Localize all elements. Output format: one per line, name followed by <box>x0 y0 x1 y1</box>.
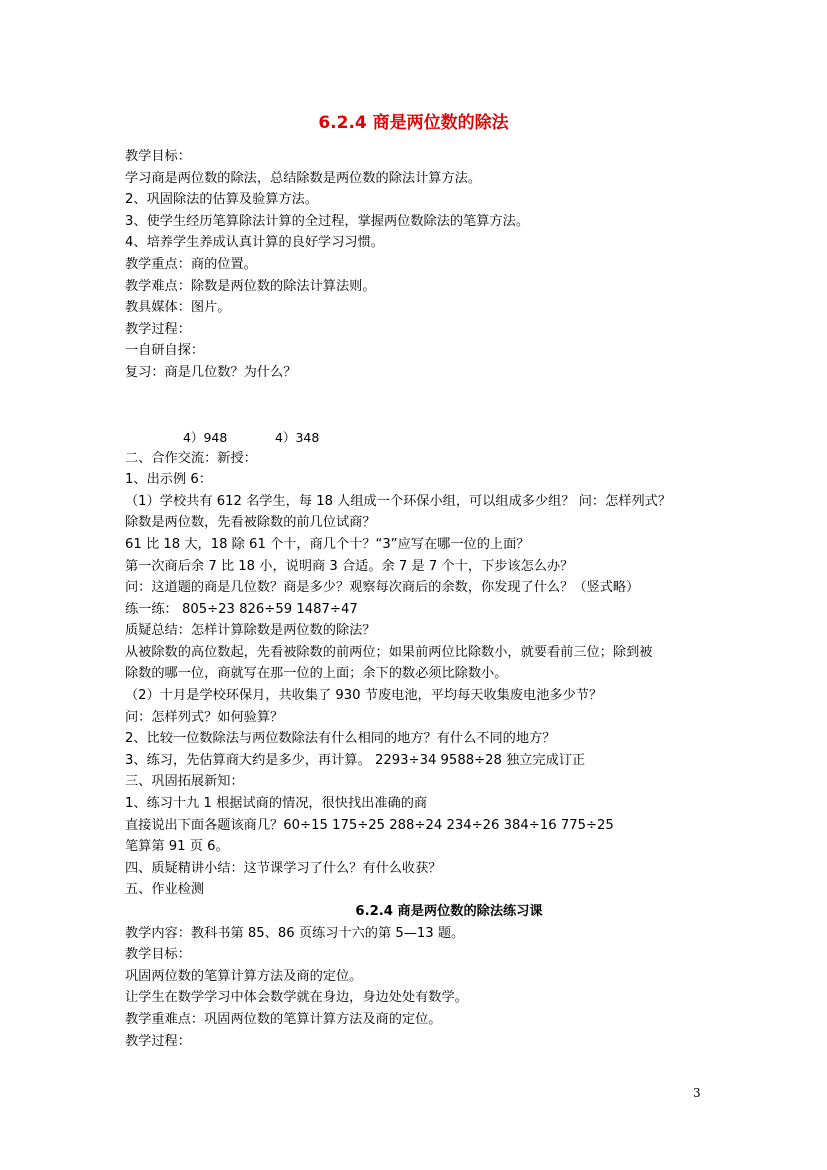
text-line: 让学生在数学学习中体会数学就在身边，身边处处有数学。 <box>125 990 468 1006</box>
section-subtitle: 6.2.4 商是两位数的除法练习课 <box>355 904 543 919</box>
text-line: 质疑总结：怎样计算除数是两位数的除法？ <box>125 623 376 639</box>
text-line: 教学过程： <box>125 321 191 337</box>
text-line: 二、合作交流：新授： <box>125 450 257 466</box>
text-line: 教学重点：商的位置。 <box>125 256 257 272</box>
text-line: 从被除数的高位数起，先看被除数的前两位；如果前两位比除数小，就要看前三位；除到被 <box>125 644 653 660</box>
text-line: 4、培养学生养成认真计算的良好学习习惯。 <box>125 235 384 251</box>
text-line: 教学过程： <box>125 1033 191 1049</box>
text-line: 五、作业检测 <box>125 882 205 898</box>
text-line: 3、使学生经历笔算除法计算的全过程，掌握两位数除法的笔算方法。 <box>125 213 530 229</box>
text-line: 三、巩固拓展新知： <box>125 774 244 790</box>
practice-lesson-section <box>125 923 715 1053</box>
blank-gap <box>125 384 715 427</box>
text-line: 教学目标： <box>125 149 191 164</box>
text-line: 学习商是两位数的除法，总结除数是两位数的除法计算方法。 <box>125 170 482 186</box>
text-line: 教学目标： <box>125 947 191 963</box>
text-line: （2）十月是学校环保月，共收集了 930 节废电池，平均每天收集废电池多少节？ <box>125 688 603 704</box>
text-line: 教学内容：教科书第 85、86 页练习十六的第 5—13 题。 <box>125 925 465 941</box>
document-body <box>125 146 715 1052</box>
text-line: （1）学校共有 612 名学生，每 18 人组成一个环保小组，可以组成多少组？ 问：怎样列式？ <box>125 493 672 509</box>
text-line: 1、练习十九 1 根据试商的情况，很快找出准确的商 <box>125 796 428 812</box>
text-line: 1、出示例 6： <box>125 472 212 488</box>
text-line: 巩固两位数的笔算计算方法及商的定位。 <box>125 968 363 984</box>
text-line: 3、练习，先估算商大约是多少，再计算。 2293÷34 9588÷28 独立完成订正 <box>125 752 586 768</box>
text-line: 练一练： 805÷23 826÷59 1487÷47 <box>125 601 358 617</box>
text-line: 除数的哪一位，商就写在那一位的上面；余下的数必须比除数小。 <box>125 666 508 682</box>
lesson-process-section <box>125 448 715 901</box>
text-line: 四、质疑精讲小结：这节课学习了什么？有什么收获？ <box>125 860 442 876</box>
text-line: 61 比 18 大，18 除 61 个十，商几个十？“3”应写在哪一位的上面？ <box>125 536 530 552</box>
text-line: 问：这道题的商是几位数？商是多少？观察每次商后的余数，你发现了什么？（竖式略） <box>125 580 640 596</box>
objectives-section <box>125 146 715 384</box>
page-title: 6.2.4 商是两位数的除法 <box>318 113 509 133</box>
text-line: 除数是两位数，先看被除数的前几位试商？ <box>125 515 376 531</box>
text-line: 2、比较一位数除法与两位数除法有什么相同的地方？有什么不同的地方？ <box>125 731 556 747</box>
page-number: 3 <box>693 1086 701 1100</box>
division-review-problems: 4）948 4）348 <box>183 429 320 445</box>
text-line: 直接说出下面各题该商几？60÷15 175÷25 288÷24 234÷26 384÷16 775÷25 <box>125 817 614 833</box>
text-line: 教学重难点：巩固两位数的笔算计算方法及商的定位。 <box>125 1011 442 1027</box>
text-line: 教学难点：除数是两位数的除法计算法则。 <box>125 278 376 294</box>
text-line: 问：怎样列式？如何验算？ <box>125 709 284 725</box>
text-line: 教具媒体：图片。 <box>125 300 231 316</box>
text-line: 笔算第 91 页 6。 <box>125 839 229 855</box>
text-line: 第一次商后余 7 比 18 小，说明商 3 合适。余 7 是 7 个十，下步该怎么办？ <box>125 558 574 574</box>
text-line: 一自研自探： <box>125 343 205 359</box>
text-line: 复习：商是几位数？为什么？ <box>125 364 297 380</box>
text-line: 2、巩固除法的估算及验算方法。 <box>125 192 319 208</box>
